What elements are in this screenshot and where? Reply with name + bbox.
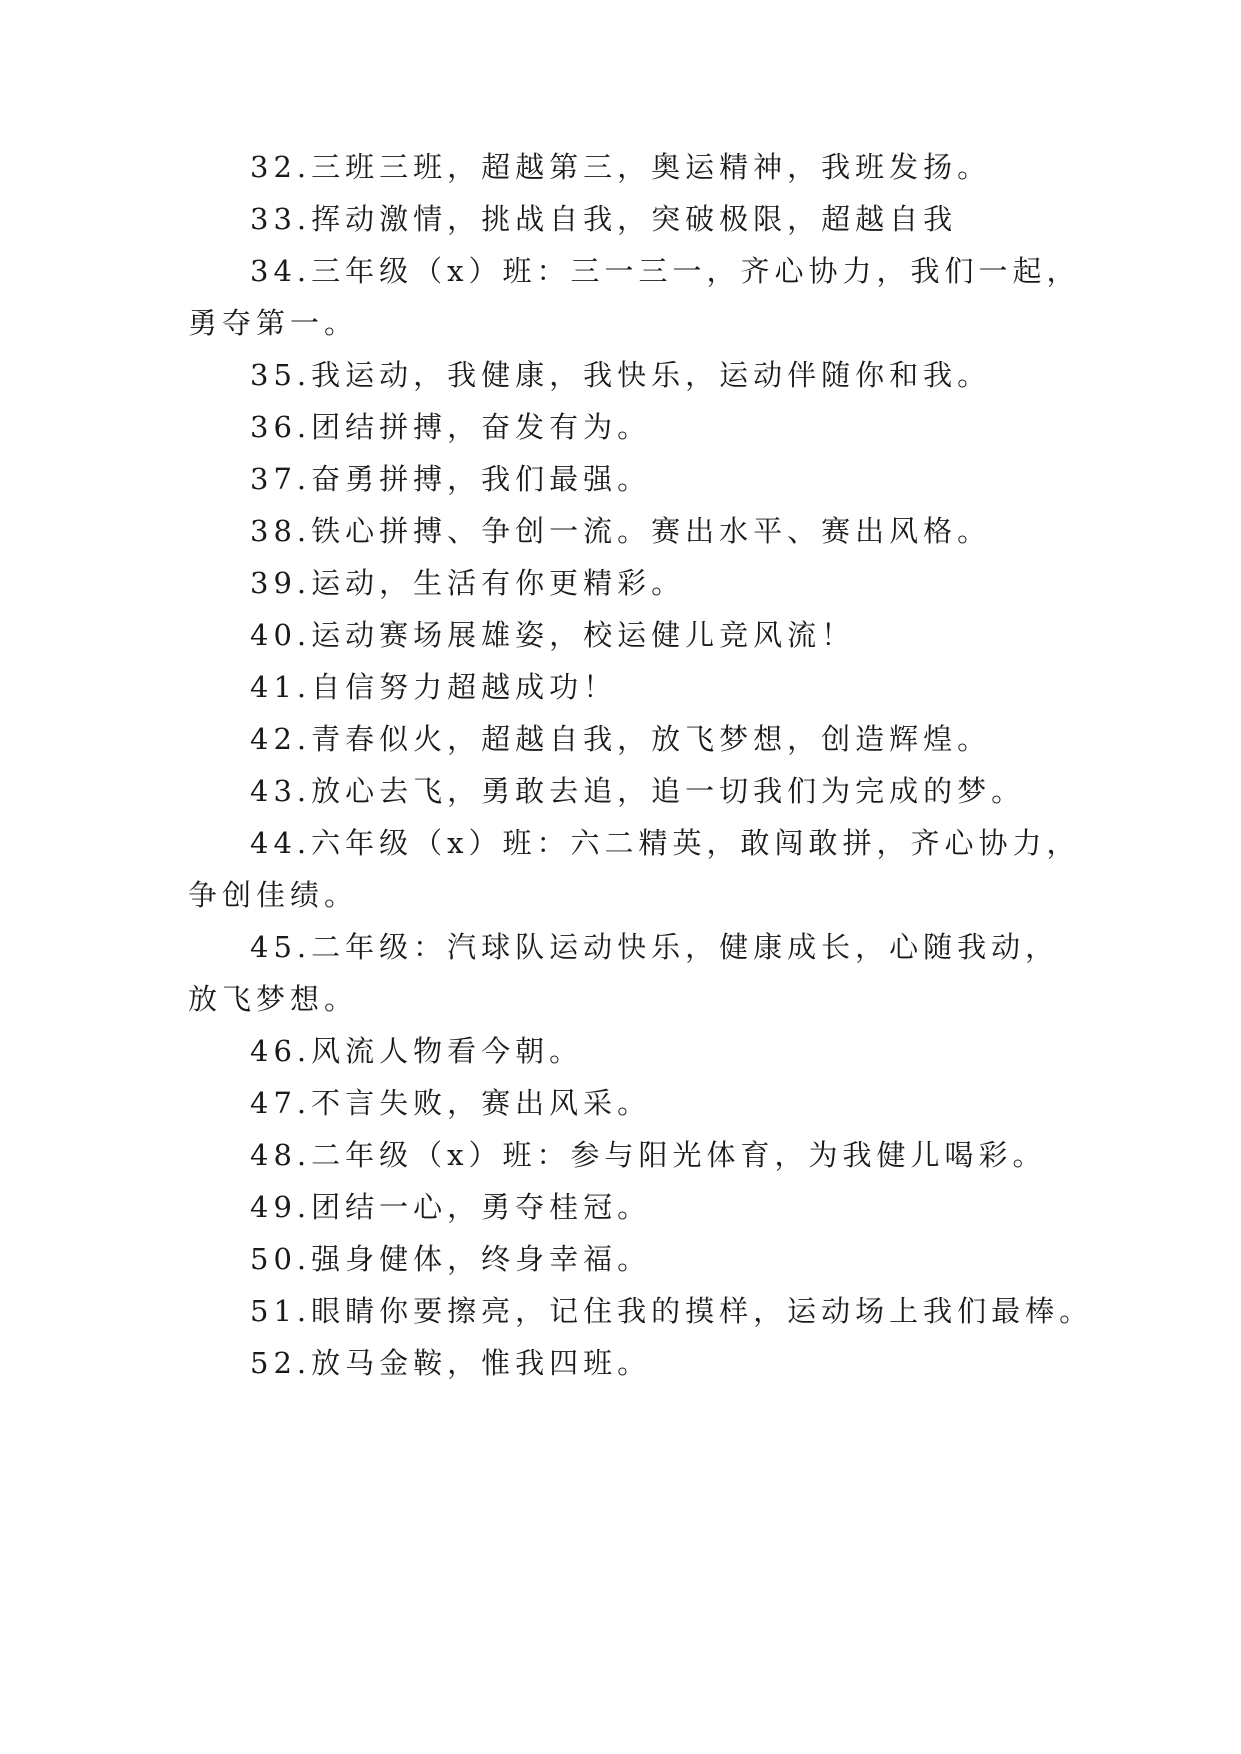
slogan-line-51: 51.眼睛你要擦亮，记住我的摸样，运动场上我们最棒。 (250, 1294, 1094, 1328)
slogan-line-52: 52.放马金鞍，惟我四班。 (250, 1346, 652, 1380)
slogan-line-37: 37.奋勇拼搏，我们最强。 (250, 462, 652, 496)
slogan-line-35: 35.我运动，我健康，我快乐，运动伴随你和我。 (250, 358, 992, 392)
slogan-line-34: 34.三年级（x）班：三一三一，齐心协力，我们一起， (250, 254, 1081, 288)
slogan-line-45-cont: 放飞梦想。 (188, 982, 359, 1016)
slogan-line-43: 43.放心去飞，勇敢去追，追一切我们为完成的梦。 (250, 774, 1026, 808)
slogan-line-49: 49.团结一心，勇夺桂冠。 (250, 1190, 652, 1224)
slogan-line-36: 36.团结拼搏，奋发有为。 (250, 410, 652, 444)
slogan-line-42: 42.青春似火，超越自我，放飞梦想，创造辉煌。 (250, 722, 992, 756)
slogan-line-44: 44.六年级（x）班：六二精英，敢闯敢拼，齐心协力， (250, 826, 1081, 860)
slogan-line-40: 40.运动赛场展雄姿，校运健儿竞风流！ (250, 618, 856, 652)
slogan-line-32: 32.三班三班，超越第三，奥运精神，我班发扬。 (250, 150, 992, 184)
slogan-line-39: 39.运动，生活有你更精彩。 (250, 566, 686, 600)
slogan-line-48: 48.二年级（x）班：参与阳光体育，为我健儿喝彩。 (250, 1138, 1047, 1172)
slogan-line-41: 41.自信努力超越成功！ (250, 670, 618, 704)
slogan-line-45: 45.二年级：汽球队运动快乐，健康成长，心随我动， (250, 930, 1060, 964)
slogan-line-38: 38.铁心拼搏、争创一流。赛出水平、赛出风格。 (250, 514, 992, 548)
slogan-line-46: 46.风流人物看今朝。 (250, 1034, 584, 1068)
slogan-line-33: 33.挥动激情，挑战自我，突破极限，超越自我 (250, 202, 958, 236)
slogan-line-47: 47.不言失败，赛出风采。 (250, 1086, 652, 1120)
slogan-line-50: 50.强身健体，终身幸福。 (250, 1242, 652, 1276)
slogan-line-44-cont: 争创佳绩。 (188, 878, 359, 912)
slogan-line-34-cont: 勇夺第一。 (188, 306, 359, 340)
